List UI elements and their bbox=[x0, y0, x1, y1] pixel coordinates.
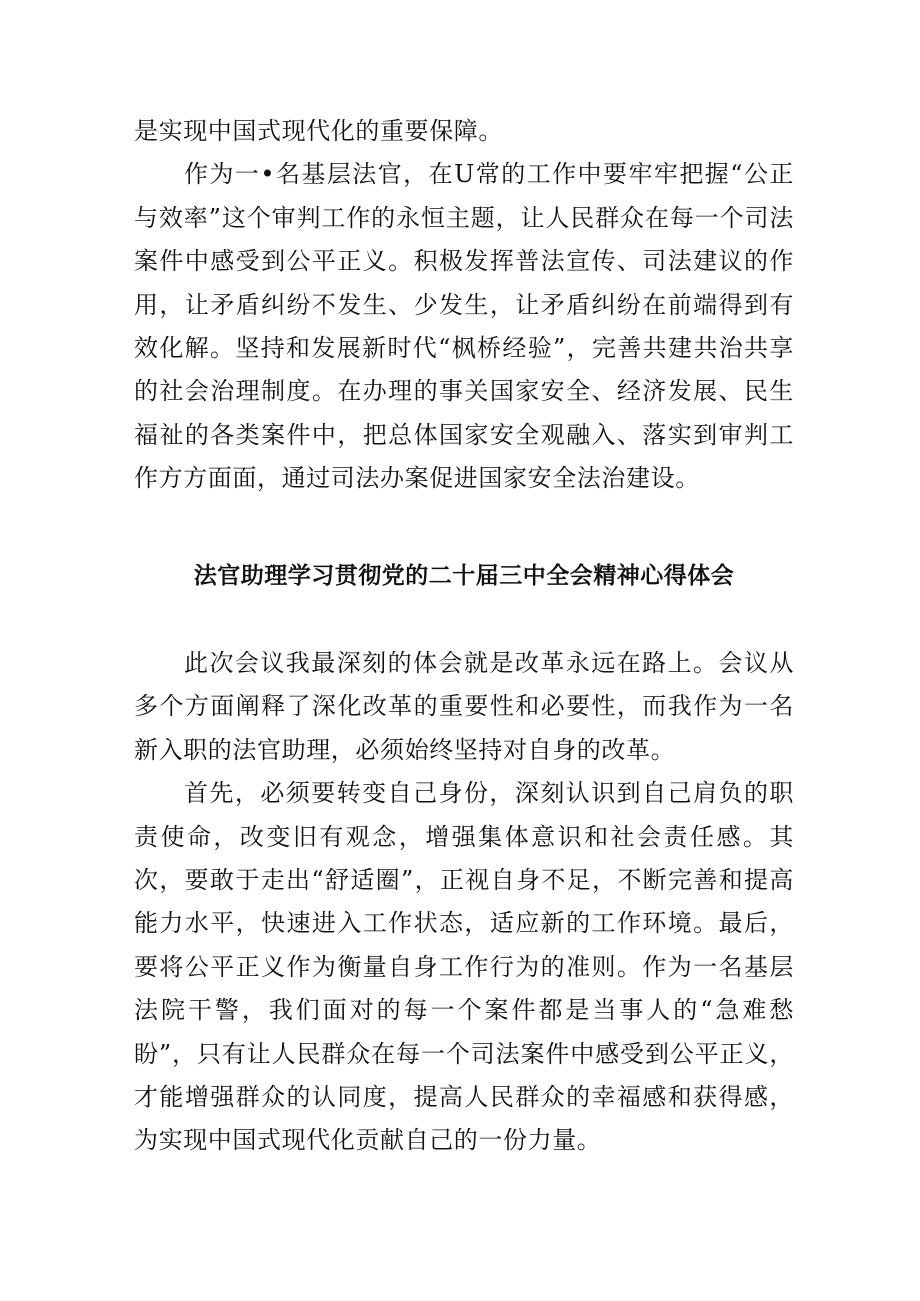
bottom-text-block bbox=[134, 642, 794, 1163]
continuation-paragraph: 是实现中国式现代化的重要保障。 bbox=[134, 117, 503, 145]
section-title: 法官助理学习贯彻党的二十届三中全会精神心得体会 bbox=[193, 563, 735, 589]
top-text-block bbox=[134, 110, 794, 501]
self-change-paragraph: 首先，必须要转变自己身份，深刻认识到自己肩负的职责使命，改变旧有观念，增强集体意识和社会责任感。其次，要敢于走出“舒适圈”，正视自身不足，不断完善和提高能力水平，快速进入工作状态，适应新的工作环境。最后，要将公平正义作为衡量自身工作行为的准则。作为一名基层法院干警，我们面对的每一个案件都是当事人的“急难愁盼”，只有让人民群众在每一个司法案件中感受到公平正义，才能增强群众的认同度，提高人民群众的幸福感和获得感，为实现中国式现代化贡献自己的一份力量。 bbox=[134, 779, 794, 1155]
judge-duty-paragraph: 作为一•名基层法官，在U常的工作中要牢牢把握“公正与效率”这个审判工作的永恒主题，让人民群众在每一个司法案件中感受到公平正义。积极发挥普法宣传、司法建议的作用，让矛盾纠纷不发生、少发生，让矛盾纠纷在前端得到有效化解。坚持和发展新时代“枫桥经验”，完善共建共治共享的社会治理制度。在办理的事关国家安全、经济发展、民生福祉的各类案件中，把总体国家安全观融入、落实到审判工作方方面面，通过司法办案促进国家安全法治建设。 bbox=[134, 160, 794, 493]
reform-paragraph: 此次会议我最深刻的体会就是改革永远在路上。会议从多个方面阐释了深化改革的重要性和必要性，而我作为一名新入职的法官助理，必须始终坚持对自身的改革。 bbox=[134, 649, 794, 764]
